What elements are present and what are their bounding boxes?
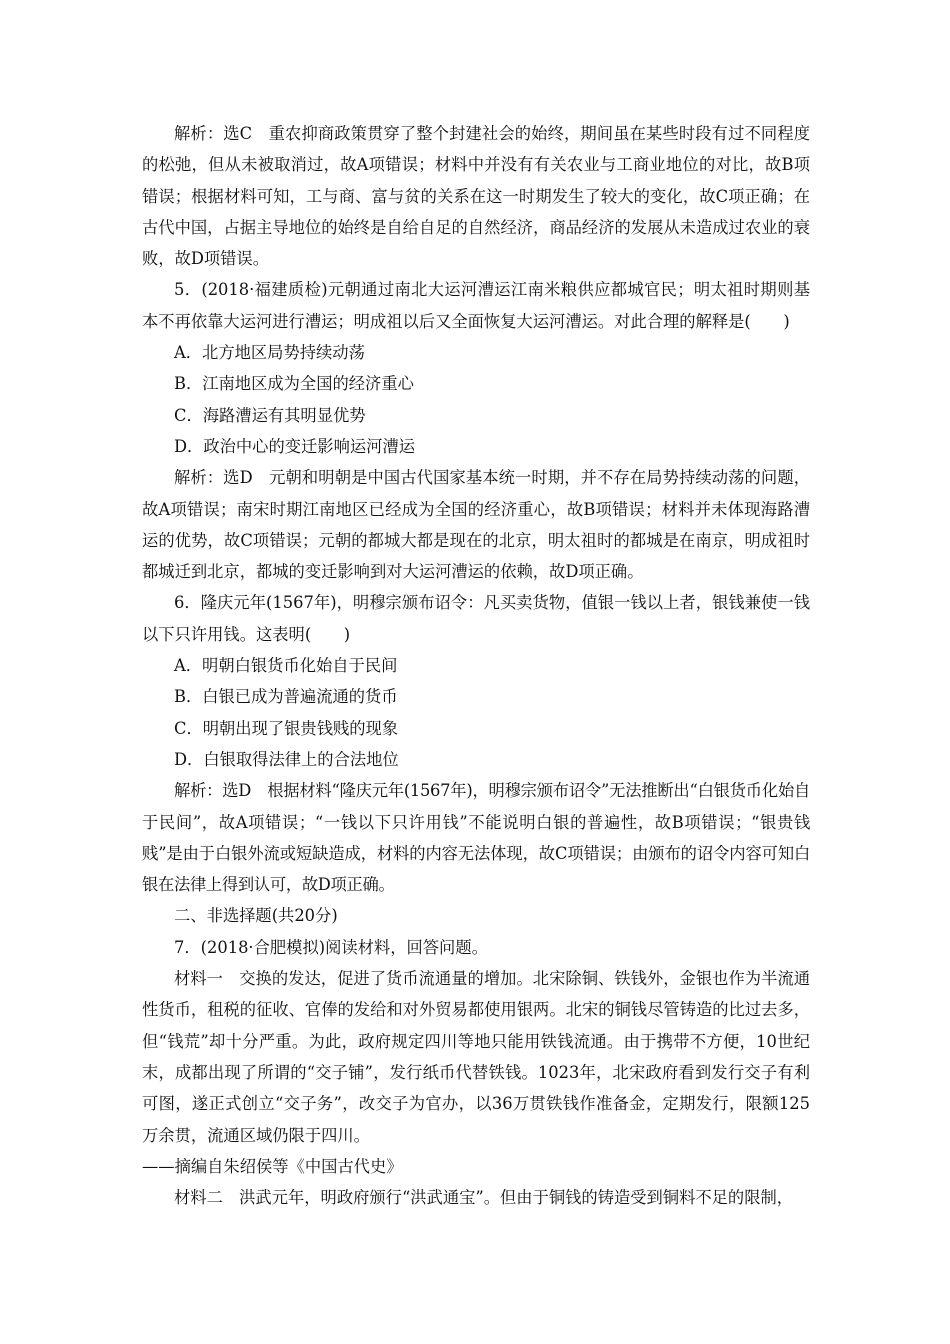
material-one: 材料一 交换的发达，促进了货币流通量的增加。北宋除铜、铁钱外，金银也作为半流通性货币，租税的征收、官俸的发给和对外贸易都使用银两。北宋的铜钱尽管铸造的比过去多，但“钱荒”却十分严重。为此，政府规定四川等地只能用铁钱流通。由于携带不方便，10世纪末，成都出现了所谓的“交子铺”，发行纸币代替铁钱。1023年，北宋政府看到发行交子有利可图，遂正式创立“交子务”，改交子为官办，以36万贯铁钱作准备金，定期发行，限额125万余贯，流通区域仍限于四川。 (142, 969, 810, 1145)
analysis-q5: 解析：选D 元朝和明朝是中国古代国家基本统一时期，并不存在局势持续动荡的问题，故A项错误；南宋时期江南地区已经成为全国的经济重心，故B项错误；材料并未体现海路漕运的优势，故C项错误；元朝的都城大都是现在的北京，明太祖时的都城是在南京，明成祖时都城迁到北京，都城的变迁影响到对大运河漕运的依赖，故D项正确。 (142, 468, 810, 582)
q6-option-c: C．明朝出现了银贵钱贱的现象 (174, 718, 399, 738)
document-body (142, 118, 810, 1213)
section-heading-non-choice: 二、非选择题(共20分) (174, 906, 338, 926)
material-one-source: ——摘编自朱绍侯等《中国古代史》 (142, 1156, 403, 1176)
analysis-q4: 解析：选C 重农抑商政策贯穿了整个封建社会的始终，期间虽在某些时段有过不同程度的松弛，但从未被取消过，故A项错误；材料中并没有有关农业与工商业地位的对比，故B项错误；根据材料可知，工与商、富与贫的关系在这一时期发生了较大的变化，故C项正确；在古代中国，占据主导地位的始终是自给自足的自然经济，商品经济的发展从未造成过农业的衰败，故D项错误。 (142, 124, 810, 269)
q5-option-a: A．北方地区局势持续动荡 (174, 343, 365, 363)
question-5: 5．(2018·福建质检)元朝通过南北大运河漕运江南米粮供应都城官民；明太祖时期则基本不再依靠大运河进行漕运；明成祖以后又全面恢复大运河漕运。对此合理的解释是( ) (142, 280, 810, 331)
question-6: 6．隆庆元年(1567年)，明穆宗颁布诏令：凡买卖货物，值银一钱以上者，银钱兼使一钱以下只许用钱。这表明( ) (142, 593, 810, 644)
q6-option-a: A．明朝白银货币化始自于民间 (174, 656, 398, 676)
q6-option-b: B．白银已成为普遍流通的货币 (174, 687, 398, 707)
material-two: 材料二 洪武元年，明政府颁行“洪武通宝”。但由于铜钱的铸造受到铜料不足的限制， (174, 1188, 794, 1208)
q6-option-d: D．白银取得法律上的合法地位 (174, 749, 399, 769)
analysis-q6: 解析：选D 根据材料“隆庆元年(1567年)，明穆宗颁布诏令”无法推断出“白银货币化始自于民间”，故A项错误；“一钱以下只许用钱”不能说明白银的普遍性，故B项错误；“银贵钱贱”是由于白银外流或短缺造成，材料的内容无法体现，故C项错误；由颁布的诏令内容可知白银在法律上得到认可，故D项正确。 (142, 781, 810, 895)
q5-option-c: C．海路漕运有其明显优势 (174, 405, 366, 425)
q5-option-b: B．江南地区成为全国的经济重心 (174, 374, 414, 394)
q5-option-d: D．政治中心的变迁影响运河漕运 (174, 436, 415, 456)
question-7: 7．(2018·合肥模拟)阅读材料，回答问题。 (174, 937, 488, 957)
